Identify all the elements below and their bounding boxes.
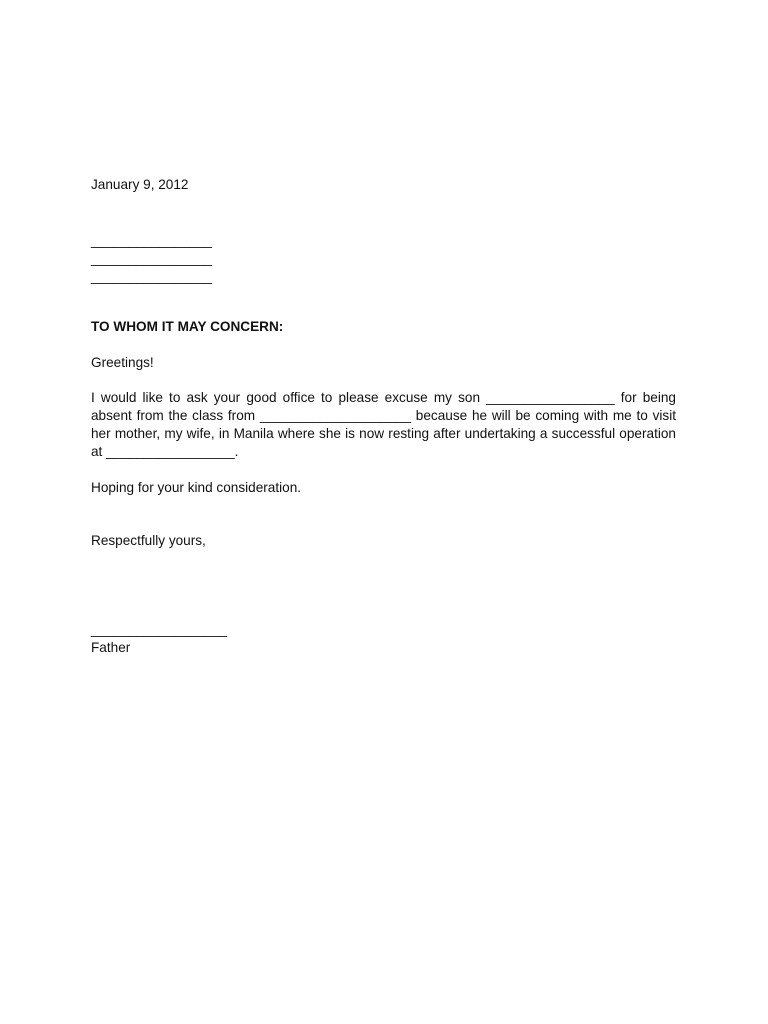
signature-line: __________________	[91, 622, 228, 637]
recipient-address-line-2: ________________	[91, 251, 212, 266]
greeting: Greetings!	[91, 355, 154, 370]
signer-title: Father	[91, 640, 131, 655]
valediction: Respectfully yours,	[91, 533, 206, 548]
recipient-address-line-3: ________________	[91, 269, 212, 284]
recipient-address-line-1: ________________	[91, 233, 212, 248]
salutation: TO WHOM IT MAY CONCERN:	[91, 319, 284, 334]
letter-date: January 9, 2012	[91, 177, 189, 192]
letter-body-paragraph: I would like to ask your good office to please excuse my son _________________ for being absent from the class from ____________________ because he will be coming with me to visit her mother, my wife, in Manila where she is now resting after undertaking a successful operation at _________________.	[91, 390, 676, 459]
closing-paragraph: Hoping for your kind consideration.	[91, 480, 302, 495]
